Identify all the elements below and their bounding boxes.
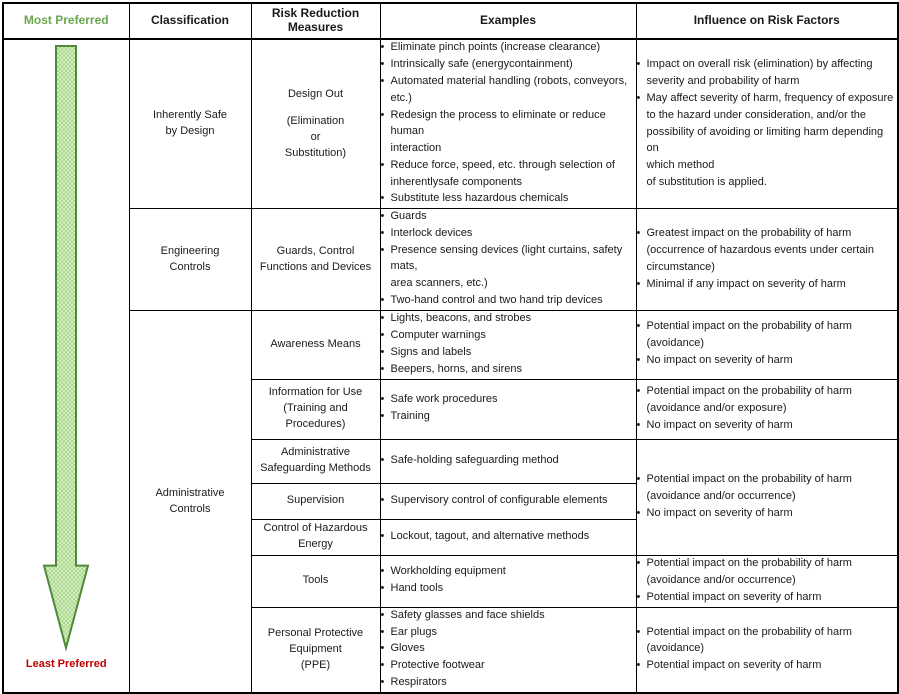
- examples-administrative-safeguarding-methods: [380, 439, 636, 483]
- header-measures-line2: Measures: [287, 20, 344, 34]
- influence-list: [637, 384, 898, 434]
- list-item-cont: inherentlysafe components: [390, 175, 522, 188]
- measure-line: (PPE): [300, 658, 331, 671]
- list-item: • Substitute less hazardous chemicals: [381, 191, 636, 207]
- classification-line: by Design: [165, 125, 215, 138]
- list-item-cont: possibility of avoiding or limiting harm depending on: [646, 125, 884, 154]
- measure-spacer: [252, 103, 380, 114]
- influence-design-out: [636, 39, 898, 209]
- list-item-cont: area scanners, etc.): [390, 277, 488, 290]
- influence-engineering-controls: [636, 209, 898, 311]
- examples-list: [381, 392, 636, 425]
- header-classification: Classification: [129, 3, 251, 39]
- list-item-cont: (occurrence of hazardous events under certain: [646, 243, 874, 256]
- list-item-cont: circumstance): [646, 260, 715, 273]
- examples-awareness-means: [380, 311, 636, 380]
- measure-line: Tools: [302, 574, 329, 587]
- measure-line: Information for Use: [268, 386, 363, 399]
- influence-list: [637, 625, 898, 675]
- classification-line: Engineering: [160, 244, 220, 257]
- measure-line: Substitution): [284, 146, 347, 159]
- measure-line: Awareness Means: [270, 337, 361, 350]
- examples-list: [381, 311, 636, 378]
- influence-list: [637, 472, 898, 522]
- measure-line: Equipment: [289, 642, 342, 655]
- list-item: • Guards: [381, 209, 636, 225]
- list-item: • Impact on overall risk (elimination) by affecting: [637, 57, 898, 73]
- table-header-row: [3, 3, 898, 39]
- measure-line: Personal Protective: [267, 627, 364, 639]
- least-preferred-label: Least Preferred: [25, 658, 107, 671]
- examples-ppe: [380, 607, 636, 693]
- list-item: • Potential impact on severity of harm: [637, 658, 898, 674]
- measure-awareness-means: [251, 311, 380, 380]
- classification-engineering-controls: [129, 209, 251, 311]
- table-row: [3, 39, 898, 209]
- examples-supervision: [380, 483, 636, 519]
- list-item-cont: (avoidance): [646, 337, 704, 350]
- list-item: • Gloves: [381, 641, 636, 657]
- measure-guards-control-functions: [251, 209, 380, 311]
- list-item: • Greatest impact on the probability of harm: [637, 226, 898, 242]
- list-item: • Potential impact on the probability of harm: [637, 556, 898, 572]
- list-item: • Eliminate pinch points (increase clearance): [381, 40, 636, 56]
- header-most-preferred: Most Preferred: [3, 3, 129, 39]
- classification-line: Inherently Safe: [153, 109, 227, 122]
- list-item: • Workholding equipment: [381, 564, 636, 580]
- list-item-cont: (avoidance and/or occurrence): [646, 573, 796, 586]
- influence-list: [637, 319, 898, 369]
- measure-information-for-use: [251, 379, 380, 439]
- measure-administrative-safeguarding-methods: [251, 439, 380, 483]
- measure-line: Control of Hazardous: [263, 522, 368, 535]
- down-arrow-icon: [43, 46, 89, 652]
- list-item: • May affect severity of harm, frequency of exposure: [637, 91, 898, 107]
- list-item: • Minimal if any impact on severity of harm: [637, 277, 898, 293]
- list-item-cont: severity and probability of harm: [646, 74, 800, 87]
- table-row: [3, 209, 898, 311]
- influence-list: [637, 556, 898, 606]
- arrow-wrapper: [4, 40, 129, 692]
- list-item: • Signs and labels: [381, 345, 636, 361]
- influence-administrative-group: [636, 439, 898, 555]
- list-item: • Safe work procedures: [381, 392, 636, 408]
- influence-tools: [636, 555, 898, 607]
- list-item: • No impact on severity of harm: [637, 418, 898, 434]
- list-item: • Potential impact on the probability of harm: [637, 472, 898, 488]
- examples-design-out: [380, 39, 636, 209]
- header-risk-reduction-measures: [251, 3, 380, 39]
- examples-list: [381, 493, 636, 509]
- influence-awareness-means: [636, 311, 898, 380]
- list-item: • Computer warnings: [381, 328, 636, 344]
- list-item-cont: which method: [646, 158, 715, 171]
- examples-list: [381, 40, 636, 207]
- list-item: • Redesign the process to eliminate or reduce human: [381, 108, 636, 140]
- list-item: • Protective footwear: [381, 658, 636, 674]
- examples-list: [381, 608, 636, 692]
- list-item: • Lights, beacons, and strobes: [381, 311, 636, 327]
- classification-line: Controls: [169, 260, 211, 273]
- influence-list: [637, 57, 898, 191]
- examples-list: [381, 453, 636, 469]
- list-item: • Beepers, horns, and sirens: [381, 362, 636, 378]
- list-item: • Intrinsically safe (energycontainment): [381, 57, 636, 73]
- measure-line: or: [310, 130, 321, 143]
- list-item: • Potential impact on the probability of harm: [637, 319, 898, 335]
- list-item: • Supervisory control of configurable elements: [381, 493, 636, 509]
- examples-list: [381, 209, 636, 309]
- measure-line: Design Out: [287, 87, 344, 100]
- measure-line: Functions and Devices: [259, 260, 372, 273]
- measure-personal-protective-equipment: [251, 607, 380, 693]
- list-item: • Interlock devices: [381, 226, 636, 242]
- list-item: • Lockout, tagout, and alternative methods: [381, 529, 636, 545]
- list-item: • Respirators: [381, 675, 636, 691]
- examples-engineering-controls: [380, 209, 636, 311]
- list-item: • Two-hand control and two hand trip devices: [381, 293, 636, 309]
- examples-tools: [380, 555, 636, 607]
- measure-line: Safeguarding Methods: [260, 462, 371, 475]
- header-examples: Examples: [380, 3, 636, 39]
- list-item-cont: (avoidance): [646, 642, 704, 655]
- examples-information-for-use: [380, 379, 636, 439]
- list-item: • Training: [381, 409, 636, 425]
- list-item-cont: interaction: [390, 141, 442, 154]
- list-item: • Automated material handling (robots, conveyors,: [381, 74, 636, 90]
- classification-line: Administrative: [155, 486, 225, 499]
- list-item: • Reduce force, speed, etc. through selection of: [381, 158, 636, 174]
- list-item-cont: to the hazard under consideration, and/or the: [646, 108, 867, 121]
- influence-information-for-use: [636, 379, 898, 439]
- measure-design-out: [251, 39, 380, 209]
- examples-control-of-hazardous-energy: [380, 519, 636, 555]
- header-influence-on-risk-factors: Influence on Risk Factors: [636, 3, 898, 39]
- measure-supervision: [251, 483, 380, 519]
- measure-line: Energy: [298, 538, 333, 551]
- classification-inherently-safe-by-design: [129, 39, 251, 209]
- measure-line: Supervision: [286, 494, 345, 507]
- classification-line: Controls: [169, 502, 211, 515]
- list-item: • Presence sensing devices (light curtains, safety mats,: [381, 243, 636, 275]
- measure-control-of-hazardous-energy: [251, 519, 380, 555]
- classification-administrative-controls: [129, 311, 251, 694]
- measure-line: Guards, Control: [276, 244, 355, 257]
- header-measures-line1: Risk Reduction: [271, 6, 360, 21]
- list-item: • Potential impact on the probability of harm: [637, 625, 898, 641]
- measure-line: (Training and: [283, 402, 348, 415]
- influence-list: [637, 226, 898, 293]
- list-item: • Hand tools: [381, 581, 636, 597]
- measure-line: Administrative: [280, 446, 351, 459]
- list-item-cont: (avoidance and/or exposure): [646, 401, 787, 414]
- list-item: • Safety glasses and face shields: [381, 608, 636, 624]
- list-item: • Potential impact on severity of harm: [637, 590, 898, 606]
- measure-line: (Elimination: [286, 114, 345, 127]
- list-item: • Safe-holding safeguarding method: [381, 453, 636, 469]
- list-item-cont: etc.): [390, 91, 412, 104]
- list-item-cont: (avoidance and/or occurrence): [646, 489, 796, 502]
- table-row: [3, 311, 898, 380]
- list-item: • No impact on severity of harm: [637, 506, 898, 522]
- list-item: • Potential impact on the probability of harm: [637, 384, 898, 400]
- hierarchy-table: [2, 2, 899, 694]
- list-item-cont: of substitution is applied.: [646, 175, 767, 188]
- list-item: • Ear plugs: [381, 625, 636, 641]
- measure-line: Procedures): [285, 418, 346, 431]
- list-item: • No impact on severity of harm: [637, 353, 898, 369]
- examples-list: [381, 564, 636, 597]
- influence-ppe: [636, 607, 898, 693]
- preference-arrow-cell: [3, 39, 129, 693]
- measure-tools: [251, 555, 380, 607]
- examples-list: [381, 529, 636, 545]
